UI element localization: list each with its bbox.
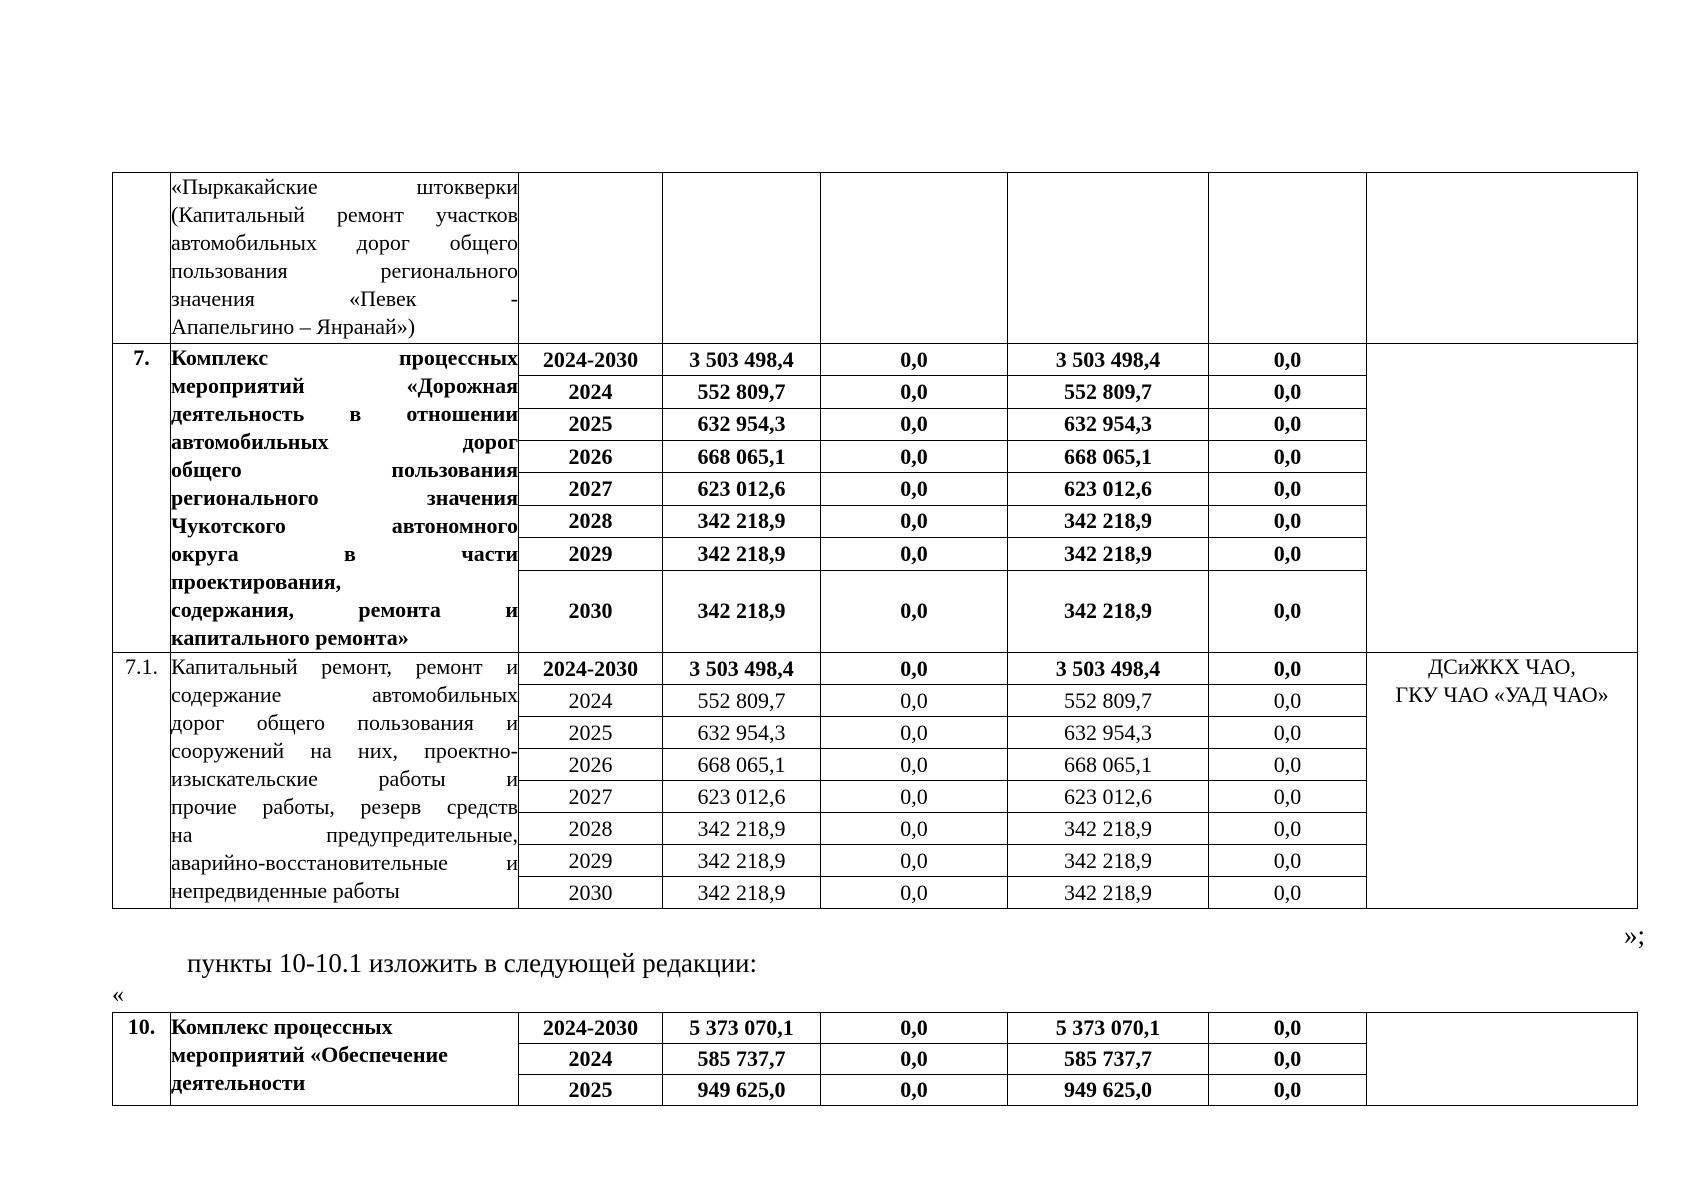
amount-cell: 342 218,9 — [1008, 845, 1209, 877]
closing-quote: »; — [1624, 920, 1646, 950]
amount-cell: 632 954,3 — [1008, 408, 1209, 440]
amount-cell: 342 218,9 — [663, 538, 821, 570]
empty-cell — [821, 173, 1008, 344]
amount-cell: 0,0 — [821, 1013, 1008, 1044]
amount-cell: 0,0 — [821, 1075, 1008, 1106]
period-cell: 2028 — [519, 505, 663, 537]
item-name-line: прочие работы, резерв средств — [171, 794, 518, 819]
item-name-line: мероприятий «Дорожная — [171, 373, 518, 398]
amount-cell: 3 503 498,4 — [663, 344, 821, 376]
period-cell: 2025 — [519, 717, 663, 749]
executor-cell — [1367, 344, 1638, 653]
amount-cell: 0,0 — [1209, 845, 1367, 877]
amount-cell: 949 625,0 — [663, 1075, 821, 1106]
item-name-line: автомобильных дорог общего — [171, 230, 518, 255]
amount-cell: 0,0 — [821, 717, 1008, 749]
amount-cell: 0,0 — [1209, 344, 1367, 376]
amount-cell: 342 218,9 — [1008, 877, 1209, 909]
amount-cell: 632 954,3 — [663, 717, 821, 749]
amount-cell: 0,0 — [821, 473, 1008, 505]
empty-cell — [1209, 173, 1367, 344]
item-name-cell — [171, 344, 519, 653]
executor-line: ГКУ ЧАО «УАД ЧАО» — [1395, 682, 1609, 707]
item-name-line: Чукотского автономного — [171, 513, 518, 538]
amount-cell: 0,0 — [1209, 653, 1367, 685]
item-number-cell: 7.1. — [113, 653, 171, 909]
amount-cell: 0,0 — [821, 505, 1008, 537]
amount-cell: 3 503 498,4 — [663, 653, 821, 685]
period-cell: 2028 — [519, 813, 663, 845]
amount-cell: 0,0 — [1209, 473, 1367, 505]
item-name-line: пользования регионального — [171, 258, 518, 283]
amount-cell: 623 012,6 — [663, 473, 821, 505]
period-cell: 2024-2030 — [519, 344, 663, 376]
item-name-line: Апапельгино – Янранай») — [171, 314, 416, 339]
table-row — [113, 653, 1638, 685]
amount-cell: 342 218,9 — [663, 505, 821, 537]
item-name-cell — [171, 1013, 519, 1106]
amount-cell: 342 218,9 — [663, 570, 821, 652]
amount-cell: 0,0 — [821, 538, 1008, 570]
amount-cell: 0,0 — [1209, 570, 1367, 652]
item-name-line: округа в части — [171, 541, 518, 566]
item-name-line: регионального значения — [171, 485, 518, 510]
amount-cell: 0,0 — [821, 749, 1008, 781]
amount-cell: 0,0 — [1209, 538, 1367, 570]
item-name-line: автомобильных дорог — [171, 429, 518, 454]
amount-cell: 0,0 — [1209, 749, 1367, 781]
item-name-line: дорог общего пользования и — [171, 710, 518, 735]
amount-cell: 0,0 — [1209, 376, 1367, 408]
empty-cell — [519, 173, 663, 344]
amount-cell: 3 503 498,4 — [1008, 344, 1209, 376]
item-name-line: значения «Певек - — [171, 286, 518, 311]
item-name-line: (Капитальный ремонт участков — [171, 202, 518, 227]
amount-cell: 623 012,6 — [1008, 781, 1209, 813]
amount-cell: 342 218,9 — [1008, 538, 1209, 570]
amount-cell: 0,0 — [1209, 685, 1367, 717]
empty-cell — [663, 173, 821, 344]
period-cell: 2030 — [519, 877, 663, 909]
amount-cell: 0,0 — [821, 653, 1008, 685]
amount-cell: 0,0 — [1209, 1075, 1367, 1106]
period-cell: 2027 — [519, 781, 663, 813]
amount-cell: 0,0 — [821, 408, 1008, 440]
item-name-line: сооружений на них, проектно- — [171, 738, 518, 763]
amount-cell: 632 954,3 — [663, 408, 821, 440]
amount-cell: 0,0 — [821, 781, 1008, 813]
amount-cell: 552 809,7 — [663, 685, 821, 717]
item-name-cell — [171, 173, 519, 344]
amount-cell: 342 218,9 — [663, 877, 821, 909]
item-number-cell — [113, 173, 171, 344]
amount-cell: 668 065,1 — [663, 749, 821, 781]
period-cell: 2026 — [519, 441, 663, 473]
amount-cell: 342 218,9 — [1008, 505, 1209, 537]
amount-cell: 623 012,6 — [663, 781, 821, 813]
table-row — [113, 1013, 1638, 1044]
amount-cell: 342 218,9 — [1008, 813, 1209, 845]
amount-cell: 0,0 — [1209, 781, 1367, 813]
amount-cell: 0,0 — [1209, 877, 1367, 909]
amount-cell: 668 065,1 — [663, 441, 821, 473]
period-cell: 2029 — [519, 845, 663, 877]
amount-cell: 3 503 498,4 — [1008, 653, 1209, 685]
period-cell: 2024-2030 — [519, 1013, 663, 1044]
period-cell: 2025 — [519, 408, 663, 440]
amount-cell: 585 737,7 — [1008, 1044, 1209, 1075]
amount-cell: 0,0 — [821, 441, 1008, 473]
amount-cell: 0,0 — [1209, 813, 1367, 845]
period-cell: 2024 — [519, 1044, 663, 1075]
amount-cell: 0,0 — [821, 685, 1008, 717]
amount-cell: 623 012,6 — [1008, 473, 1209, 505]
item-name-line: содержание автомобильных — [171, 682, 518, 707]
item-name-line: проектирования, — [171, 569, 342, 594]
table-row — [113, 344, 1638, 376]
amount-cell: 949 625,0 — [1008, 1075, 1209, 1106]
amount-cell: 552 809,7 — [1008, 685, 1209, 717]
item-name-line: на предупредительные, — [171, 822, 518, 847]
opening-quote: « — [112, 982, 124, 1008]
item-number-cell: 7. — [113, 344, 171, 653]
amount-cell: 668 065,1 — [1008, 749, 1209, 781]
item-name-line: изыскательские работы и — [171, 766, 518, 791]
executor-cell — [1367, 1013, 1638, 1106]
period-cell: 2027 — [519, 473, 663, 505]
item-number-cell: 10. — [113, 1013, 171, 1106]
item-name-line: аварийно-восстановительные и — [171, 850, 518, 875]
amount-cell: 585 737,7 — [663, 1044, 821, 1075]
amount-cell: 0,0 — [1209, 1013, 1367, 1044]
period-cell: 2026 — [519, 749, 663, 781]
period-cell: 2025 — [519, 1075, 663, 1106]
amount-cell: 342 218,9 — [1008, 570, 1209, 652]
amount-cell: 552 809,7 — [663, 376, 821, 408]
amount-cell: 5 373 070,1 — [1008, 1013, 1209, 1044]
amount-cell: 552 809,7 — [1008, 376, 1209, 408]
item-name-cell — [171, 653, 519, 909]
amount-cell: 0,0 — [821, 845, 1008, 877]
item-name-line: мероприятий «Обеспечение — [171, 1042, 448, 1067]
item-name-line: Комплекс процессных — [171, 345, 518, 370]
amount-cell: 0,0 — [821, 813, 1008, 845]
period-cell: 2029 — [519, 538, 663, 570]
empty-cell — [1008, 173, 1209, 344]
amount-cell: 0,0 — [821, 570, 1008, 652]
item-name-line: деятельности — [171, 1070, 306, 1095]
item-name-line: содержания, ремонта и — [171, 597, 518, 622]
amount-cell: 342 218,9 — [663, 845, 821, 877]
amount-cell: 0,0 — [821, 877, 1008, 909]
amount-cell: 632 954,3 — [1008, 717, 1209, 749]
amount-cell: 0,0 — [1209, 505, 1367, 537]
item-name-line: непредвиденные работы — [171, 878, 400, 903]
item-name-line: «Пыркакайские штокверки — [171, 174, 518, 199]
period-cell: 2024 — [519, 376, 663, 408]
amount-cell: 0,0 — [1209, 1044, 1367, 1075]
budget-table — [112, 172, 1638, 909]
amount-cell: 0,0 — [821, 376, 1008, 408]
budget-table-continued — [112, 1012, 1638, 1106]
item-name-line: Капитальный ремонт, ремонт и — [171, 654, 518, 679]
amount-cell: 0,0 — [1209, 717, 1367, 749]
table-row — [113, 173, 1638, 344]
executor-line: ДСиЖКХ ЧАО, — [1428, 654, 1576, 679]
period-cell: 2024 — [519, 685, 663, 717]
amount-cell: 668 065,1 — [1008, 441, 1209, 473]
amount-cell: 0,0 — [821, 344, 1008, 376]
period-cell: 2024-2030 — [519, 653, 663, 685]
item-name-line: Комплекс процессных — [171, 1014, 393, 1039]
amount-cell: 0,0 — [821, 1044, 1008, 1075]
period-cell: 2030 — [519, 570, 663, 652]
executor-cell — [1367, 653, 1638, 909]
amount-cell: 342 218,9 — [663, 813, 821, 845]
amount-cell: 0,0 — [1209, 441, 1367, 473]
item-name-line: общего пользования — [171, 457, 518, 482]
item-name-line: деятельность в отношении — [171, 401, 518, 426]
amount-cell: 5 373 070,1 — [663, 1013, 821, 1044]
amount-cell: 0,0 — [1209, 408, 1367, 440]
item-name-line: капитального ремонта» — [171, 625, 409, 650]
empty-cell — [1367, 173, 1638, 344]
amendment-instruction: пункты 10-10.1 изложить в следующей редакции: — [187, 948, 758, 978]
